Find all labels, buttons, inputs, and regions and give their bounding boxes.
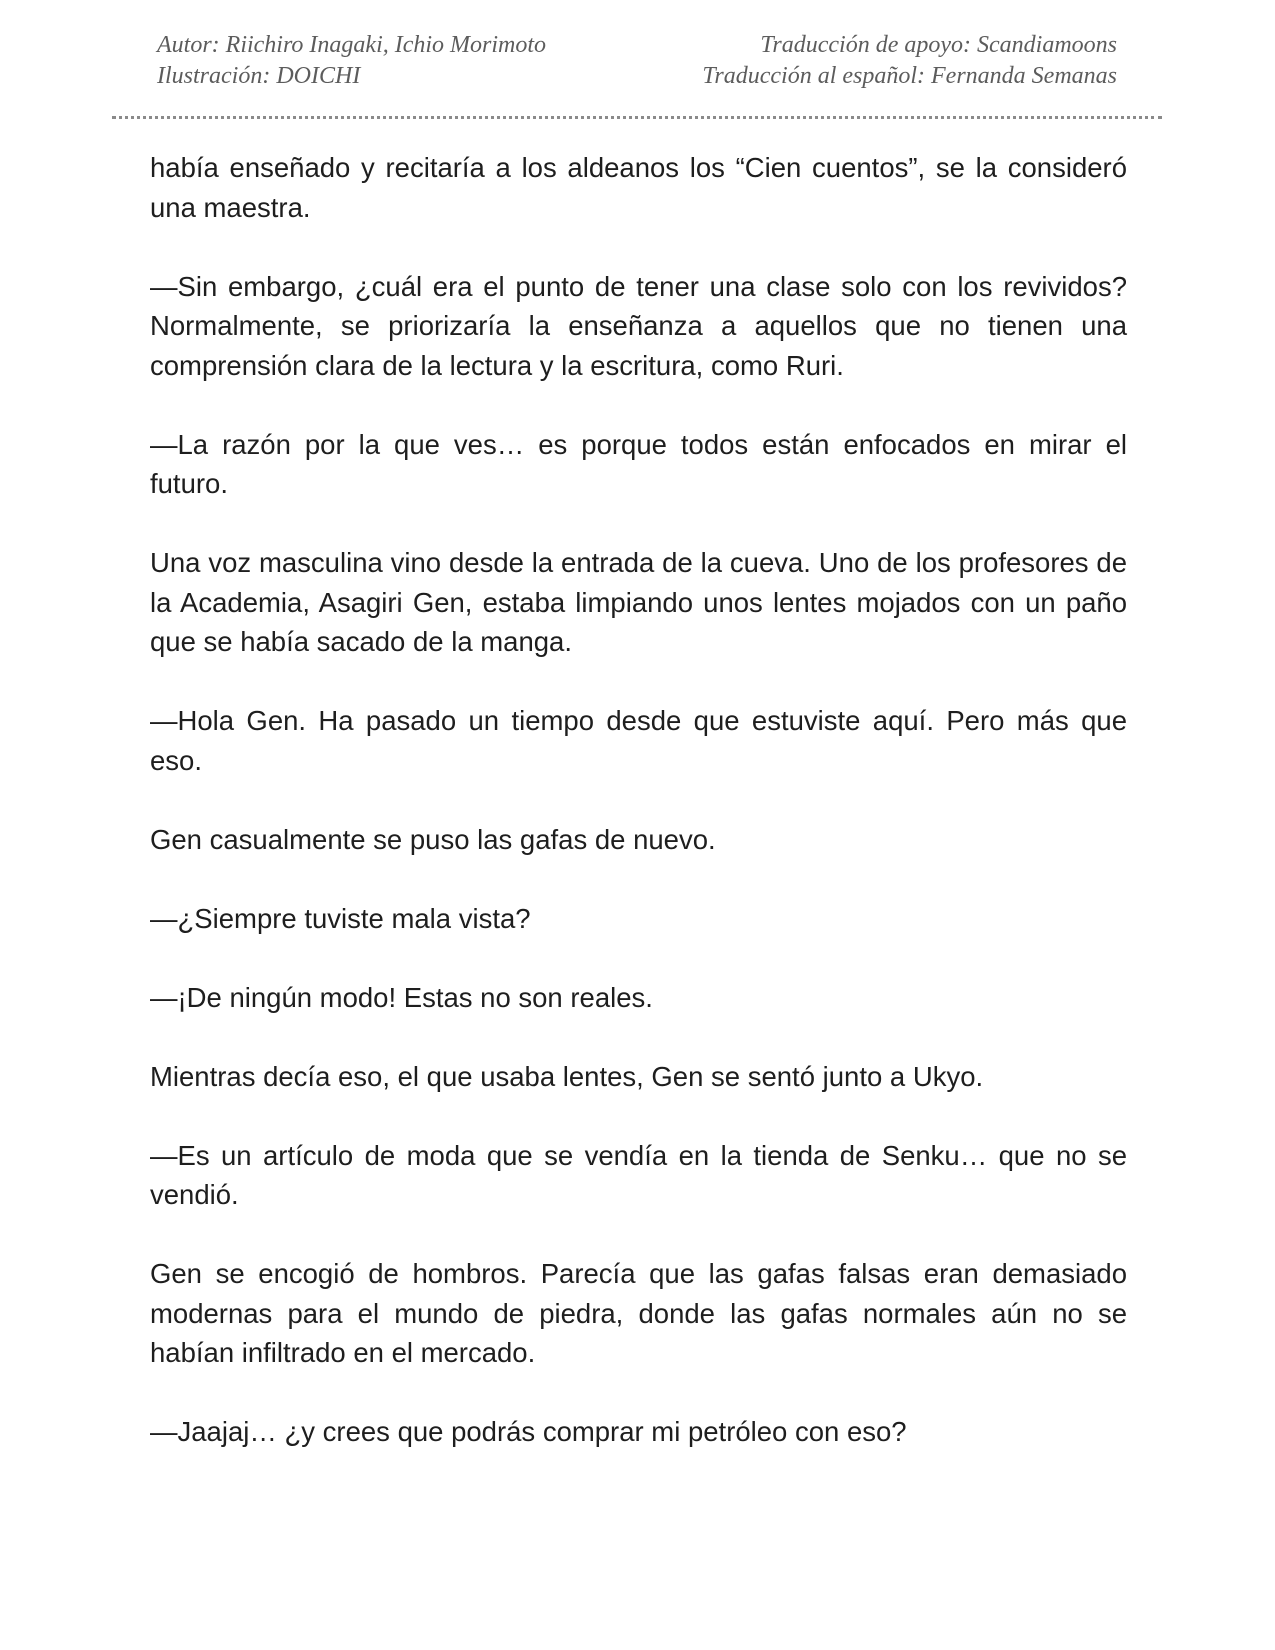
paragraph: —¿Siempre tuviste mala vista? [150,902,531,934]
paragraph: Mientras decía eso, el que usaba lentes, Gen se sentó junto a Ukyo. [150,1060,984,1092]
paragraph: Gen casualmente se puso las gafas de nuevo. [150,823,716,855]
page-body [150,148,1127,1491]
spanish-translation-credit: Traducción al español: Fernanda Semanas [702,63,1117,89]
paragraph: —Es un artículo de moda que se vendía en la tienda de Senku… que no se vendió. [150,1139,1127,1210]
paragraph: —¡De ningún modo! Estas no son reales. [150,981,653,1013]
support-translation-credit: Traducción de apoyo: Scandiamoons [760,32,1117,58]
illustration-credit: Ilustración: DOICHI [157,63,361,89]
header-row-bottom [157,61,1117,92]
paragraph: —Sin embargo, ¿cuál era el punto de tener una clase solo con los revividos? Normalmente, se priorizaría la enseñanza a aquellos que no tienen una comprensión clara de la lectura y la escritura, como Ruri. [150,270,1127,381]
paragraph: había enseñado y recitaría a los aldeanos los “Cien cuentos”, se la consideró una maestra. [150,152,1127,223]
author-credit: Autor: Riichiro Inagaki, Ichio Morimoto [157,32,547,58]
page-header [157,30,1117,92]
paragraph: —Jaajaj… ¿y crees que podrás comprar mi petróleo con eso? [150,1416,907,1447]
header-row-top [157,30,1117,61]
paragraph: Una voz masculina vino desde la entrada de la cueva. Uno de los profesores de la Academia, Asagiri Gen, estaba limpiando unos lentes mojados con un paño que se había sacado de la manga. [150,547,1127,657]
paragraph: —La razón por la que ves… es porque todos están enfocados en mirar el futuro. [150,428,1127,499]
paragraph: —Hola Gen. Ha pasado un tiempo desde que estuviste aquí. Pero más que eso. [150,705,1127,776]
paragraph: Gen se encogió de hombros. Parecía que las gafas falsas eran demasiado modernas para el mundo de piedra, donde las gafas normales aún no se habían infiltrado en el mercado. [150,1258,1127,1368]
header-divider [112,116,1162,119]
